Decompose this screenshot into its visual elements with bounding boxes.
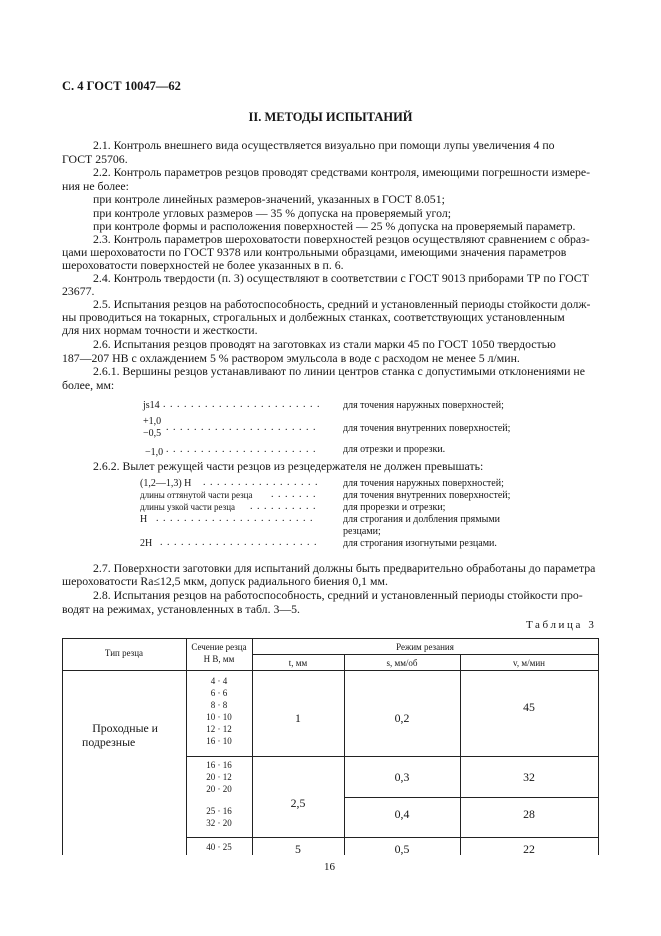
cell-t: 5 xyxy=(295,842,301,856)
overhang-desc: для точения внутренних поверхностей; xyxy=(343,490,511,501)
cell-section: 32 · 20 xyxy=(206,818,232,828)
cell-section: 6 · 6 xyxy=(210,688,228,698)
overhang-desc: для строгания изогнутыми резцами. xyxy=(343,538,497,549)
tolerance-neg: −1,0 xyxy=(145,447,164,458)
overhang-desc: для прорезки и отрезки; xyxy=(343,502,446,513)
text-line: цами шероховатости по ГОСТ 9378 или контрольными образцами, имеющими значения параметров xyxy=(62,245,567,259)
col-header-s: s, мм/об xyxy=(386,658,418,668)
text-line: при контроле формы и расположения поверхностей — 25 % допуска на проверяемый параметр. xyxy=(93,219,576,233)
overhang-desc: для строгания и долбления прямыми xyxy=(343,514,500,525)
text-line: 2.6. Испытания резцов проводят на заготовках из стали марки 45 по ГОСТ 1050 твердостью xyxy=(93,337,556,351)
text-line: шероховатости поверхностей не более указанных в п. 6. xyxy=(62,258,344,272)
cell-t: 2,5 xyxy=(290,796,306,810)
cell-v: 28 xyxy=(523,807,535,821)
text-line: шероховатости Ra≤12,5 мкм, допуск радиального биения 0,1 мм. xyxy=(62,574,388,588)
leader-dots: . . . . . . . . . . xyxy=(250,501,317,512)
cell-section: 8 · 8 xyxy=(210,700,228,710)
page-number: 16 xyxy=(324,861,335,873)
cell-section: 12 · 12 xyxy=(206,724,232,734)
text-line: ны проводиться на токарных, строгальных и долбежных станках, соответствующих установленным xyxy=(62,310,565,324)
cell-section: 20 · 12 xyxy=(206,772,232,782)
leader-dots: . . . . . . . . . . . . . . . . . . . . . . . xyxy=(163,399,321,410)
leader-dots: . . . . . . . xyxy=(271,489,317,500)
tolerance-desc: для точения внутренних поверхностей; xyxy=(343,423,511,434)
overhang-value: длины оттянутой части резца xyxy=(140,490,253,500)
text-line: 2.6.1. Вершины резцов устанавливают по линии центров станка с допустимыми отклонениями не xyxy=(93,364,585,378)
cell-s: 0,5 xyxy=(394,842,410,856)
table-caption: Таблица 3 xyxy=(526,619,597,631)
text-line: водят на режимах, установленных в табл. 3—5. xyxy=(62,602,301,616)
overhang-desc: для точения наружных поверхностей; xyxy=(343,478,504,489)
text-line: для них нормам точности и жесткости. xyxy=(62,323,258,337)
cell-s: 0,2 xyxy=(394,711,410,725)
tolerance-desc: для отрезки и прорезки. xyxy=(343,444,446,455)
cell-section: 10 · 10 xyxy=(206,712,232,722)
text-line: 2.8. Испытания резцов на работоспособность, средний и установленный периоды стойкости про- xyxy=(93,588,583,602)
overhang-value: (1,2—1,3) Н xyxy=(140,478,192,489)
text-line: при контроле угловых размеров — 35 % допуска на проверяемый угол; xyxy=(93,206,452,220)
text-line: при контроле линейных размеров-значений, указанных в ГОСТ 8.051; xyxy=(93,192,445,206)
cell-section: 16 · 16 xyxy=(206,760,232,770)
text-line: 2.6.2. Вылет режущей части резцов из резцедержателя не должен превышать: xyxy=(93,459,484,473)
col-header-type: Тип резца xyxy=(104,648,144,658)
cell-s: 0,4 xyxy=(394,807,410,821)
leader-dots: . . . . . . . . . . . . . . . . . xyxy=(203,477,319,488)
text-line: более, мм: xyxy=(62,378,115,392)
overhang-value: 2Н xyxy=(140,538,153,549)
text-line: 2.4. Контроль твердости (п. 3) осуществляют в соответствии с ГОСТ 9013 приборами ТР по ГОСТ xyxy=(93,271,589,285)
col-header-t: t, мм xyxy=(288,658,308,668)
overhang-desc: резцами; xyxy=(343,526,381,537)
text-line: 2.2. Контроль параметров резцов проводят средствами контроля, имеющими погрешности измере- xyxy=(93,165,591,179)
tolerance-js14: js14 xyxy=(143,400,160,411)
cell-type: Проходные и xyxy=(92,721,158,735)
text-line: ГОСТ 25706. xyxy=(62,152,128,166)
leader-dots: . . . . . . . . . . . . . . . . . . . . . . . xyxy=(160,537,318,548)
overhang-value: длины узкой части резца xyxy=(140,502,236,512)
cell-section: 20 · 20 xyxy=(206,784,232,794)
cell-t: 1 xyxy=(295,711,301,725)
tolerance-minus: −0,5 xyxy=(143,428,162,439)
overhang-value: Н xyxy=(140,514,148,525)
cell-section: 4 · 4 xyxy=(210,676,228,686)
col-header-v: v, м/мин xyxy=(513,658,545,668)
tolerance-plus: +1,0 xyxy=(143,416,162,427)
cell-section: 25 · 16 xyxy=(206,806,232,816)
text-line: 2.5. Испытания резцов на работоспособность, средний и установленный периоды стойкости долж- xyxy=(93,297,591,311)
cell-v: 22 xyxy=(523,842,535,856)
cell-v: 32 xyxy=(523,770,535,784)
text-line: 187—207 НВ с охлаждением 5 % раствором эмульсола в воде с расходом не менее 5 л/мин. xyxy=(62,351,520,365)
text-line: 2.7. Поверхности заготовки для испытаний должны быть предварительно обработаны до параметра xyxy=(93,561,596,575)
text-line: 23677. xyxy=(62,284,95,298)
cell-section: 40 · 25 xyxy=(206,842,232,852)
cell-v: 45 xyxy=(523,700,535,714)
leader-dots: . . . . . . . . . . . . . . . . . . . . . . xyxy=(166,444,317,455)
leader-dots: . . . . . . . . . . . . . . . . . . . . . . xyxy=(166,422,317,433)
section-title: II. МЕТОДЫ ИСПЫТАНИЙ xyxy=(248,110,413,124)
cell-s: 0,3 xyxy=(394,770,410,784)
text-line: ния не более: xyxy=(62,179,129,193)
col-header-mode: Режим резания xyxy=(396,642,454,652)
cell-type: подрезные xyxy=(82,735,136,749)
page-header: С. 4 ГОСТ 10047—62 xyxy=(62,79,181,93)
text-line: 2.1. Контроль внешнего вида осуществляется визуально при помощи лупы увеличения 4 по xyxy=(93,138,555,152)
text-line: 2.3. Контроль параметров шероховатости поверхностей резцов осуществляют сравнением с образ- xyxy=(93,232,590,246)
col-header-section-units: Н В, мм xyxy=(203,654,235,664)
cell-section: 16 · 10 xyxy=(206,736,232,746)
leader-dots: . . . . . . . . . . . . . . . . . . . . . . . xyxy=(156,513,314,524)
tolerance-desc: для точения наружных поверхностей; xyxy=(343,400,504,411)
col-header-section: Сечение резца xyxy=(191,642,247,652)
